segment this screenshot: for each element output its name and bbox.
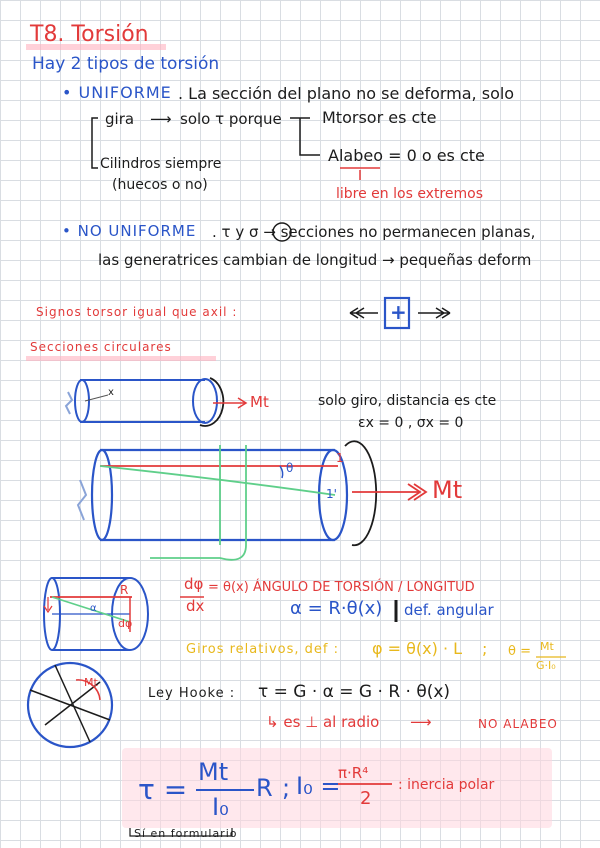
tau-num: Mt — [198, 758, 229, 786]
no-uniforme-text2: las generatrices cambian de longitud → pequeñas deform — [98, 251, 532, 269]
mtorsor-bracket — [290, 118, 320, 155]
es-perp-text: ↳ es ⊥ al radio — [266, 713, 380, 731]
left-arrows — [350, 308, 378, 318]
page-title: T8. Torsión — [30, 22, 149, 47]
gira-arrow: ⟶ — [150, 110, 172, 128]
no-uniforme-text: . τ y σ → secciones no permanecen planas, — [212, 223, 536, 241]
arrow-no-alabeo: ⟶ — [410, 713, 432, 731]
formulario-text: Sí en formulario — [134, 827, 238, 840]
dphi-num: dφ — [184, 575, 204, 593]
right-arrows — [418, 308, 450, 318]
hooke-eq: τ = G · α = G · R · θ(x) — [258, 682, 451, 702]
dphi-label: dφ — [118, 617, 133, 630]
tau-den: I₀ — [212, 793, 229, 821]
r-label: R — [120, 583, 129, 597]
section-cylinder — [44, 578, 148, 650]
pi-r4: π·R⁴ — [338, 764, 369, 782]
io-lhs: I₀ = — [296, 772, 341, 800]
gira-text: gira — [105, 110, 135, 128]
alpha-eq: α = R·θ(x) — [290, 598, 383, 619]
small-cylinder — [66, 378, 246, 426]
ley-hooke-text: Ley Hooke : — [148, 686, 236, 701]
phi-eq: φ = θ(x) · L — [372, 639, 463, 658]
section-highlight — [26, 356, 216, 361]
def-angular: def. angular — [404, 601, 494, 619]
secciones-circulares: Secciones circulares — [30, 340, 172, 354]
uniforme-label-text: UNIFORME — [78, 83, 172, 102]
tau-eq: τ = — [138, 773, 188, 806]
theta-den: G·I₀ — [536, 659, 556, 672]
signos-text: Signos torsor igual que axil : — [36, 305, 238, 319]
separator: ; — [282, 774, 291, 802]
theta-label: θ — [286, 461, 294, 475]
theta-num: Mt — [540, 640, 554, 653]
plus-sign: + — [390, 300, 407, 324]
semicolon-1: ; — [482, 639, 488, 658]
two: 2 — [360, 788, 372, 809]
big-cylinder — [78, 441, 426, 560]
theta-eq-lhs: θ = — [508, 644, 531, 659]
no-uniforme-label: • NO UNIFORME — [62, 222, 197, 240]
dphi-den: dx — [186, 597, 205, 615]
solo-tau-text: solo τ porque — [180, 110, 282, 128]
uniforme-bracket — [92, 118, 98, 168]
eps-sigma-text: εx = 0 , σx = 0 — [358, 415, 464, 431]
x-label: x — [108, 387, 114, 398]
no-alabeo-text: NO ALABEO — [478, 717, 558, 731]
mtorsor-text: Mtorsor es cte — [322, 108, 437, 127]
mt-circle-label: Mt — [84, 676, 98, 689]
mt-big-label: Mt — [432, 476, 463, 504]
inercia-text: : inercia polar — [398, 777, 495, 793]
uniforme-text: . La sección del plano no se deforma, solo — [178, 84, 515, 103]
subtitle: Hay 2 tipos de torsión — [32, 54, 220, 74]
cilindros-text: Cilindros siempre — [100, 156, 222, 172]
giros-text: Giros relativos, def : — [186, 642, 339, 657]
uniforme-label: • UNIFORME — [62, 83, 172, 102]
huecos-text: (huecos o no) — [112, 177, 208, 193]
no-uniforme-label-text: NO UNIFORME — [77, 222, 197, 240]
alabeo-text: Alabeo = 0 o es cte — [328, 146, 485, 165]
r-mult: R — [256, 774, 273, 802]
libre-text: libre en los extremos — [336, 186, 484, 202]
torsion-circle — [28, 663, 112, 747]
point-1-prime: 1' — [326, 487, 337, 501]
solo-giro-text: solo giro, distancia es cte — [318, 393, 497, 409]
point-1: 1 — [336, 451, 344, 465]
mt-small-label: Mt — [250, 393, 269, 411]
alpha-label: α — [90, 603, 97, 614]
angulo-text: = θ(x) ÁNGULO DE TORSIÓN / LONGITUD — [208, 580, 475, 595]
